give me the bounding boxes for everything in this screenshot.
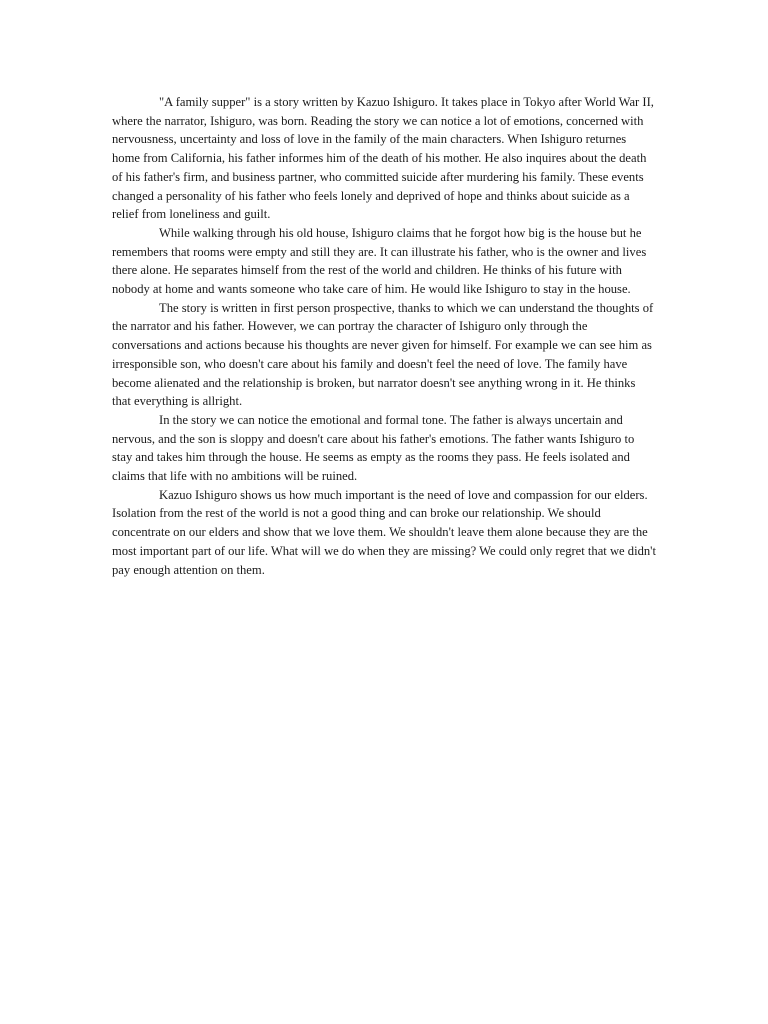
essay-body xyxy=(112,93,657,579)
paragraph-2: While walking through his old house, Ishiguro claims that he forgot how big is the house but he remembers that rooms were empty and still they are. It can illustrate his father, who is the owner and lives there alone. He separates himself from the rest of the world and children. He thinks of his future with nobody at home and wants someone who take care of him. He would like Ishiguro to stay in the house. xyxy=(112,225,647,297)
paragraph-4: In the story we can notice the emotional and formal tone. The father is always uncertain and nervous, and the son is sloppy and doesn't care about his father's emotions. The father wants Ishiguro to stay and takes him through the house. He seems as empty as the rooms they pass. He feels isolated and claims that life with no ambitions will be ruined. xyxy=(112,412,635,484)
paragraph-5: Kazuo Ishiguro shows us how much important is the need of love and compassion for our elders. Isolation from the rest of the world is not a good thing and can broke our relationship. We should concentrate on our elders and show that we love them. We shouldn't leave them alone because they are the most important part of our life. What will we do when they are missing? We could only regret that we didn't pay enough attention on them. xyxy=(112,487,656,577)
paragraph-3: The story is written in first person prospective, thanks to which we can understand the thoughts of the narrator and his father. However, we can portray the character of Ishiguro only through the conversations and actions because his thoughts are never given for himself. For example we can see him as irresponsible son, who doesn't care about his family and doesn't feel the need of love. The family have become alienated and the relationship is broken, but narrator doesn't see anything wrong in it. He thinks that everything is allright. xyxy=(112,300,654,409)
paragraph-1: "A family supper" is a story written by Kazuo Ishiguro. It takes place in Tokyo after World War II, where the narrator, Ishiguro, was born. Reading the story we can notice a lot of emotions, concerned with nervousness, uncertainty and loss of love in the family of the main characters. When Ishiguro returnes home from California, his father informes him of the death of his mother. He also inquires about the death of his father's firm, and business partner, who committed suicide after murdering his family. These events changed a personality of his father who feels lonely and deprived of hope and thinks about suicide as a relief from loneliness and guilt. xyxy=(112,95,654,222)
